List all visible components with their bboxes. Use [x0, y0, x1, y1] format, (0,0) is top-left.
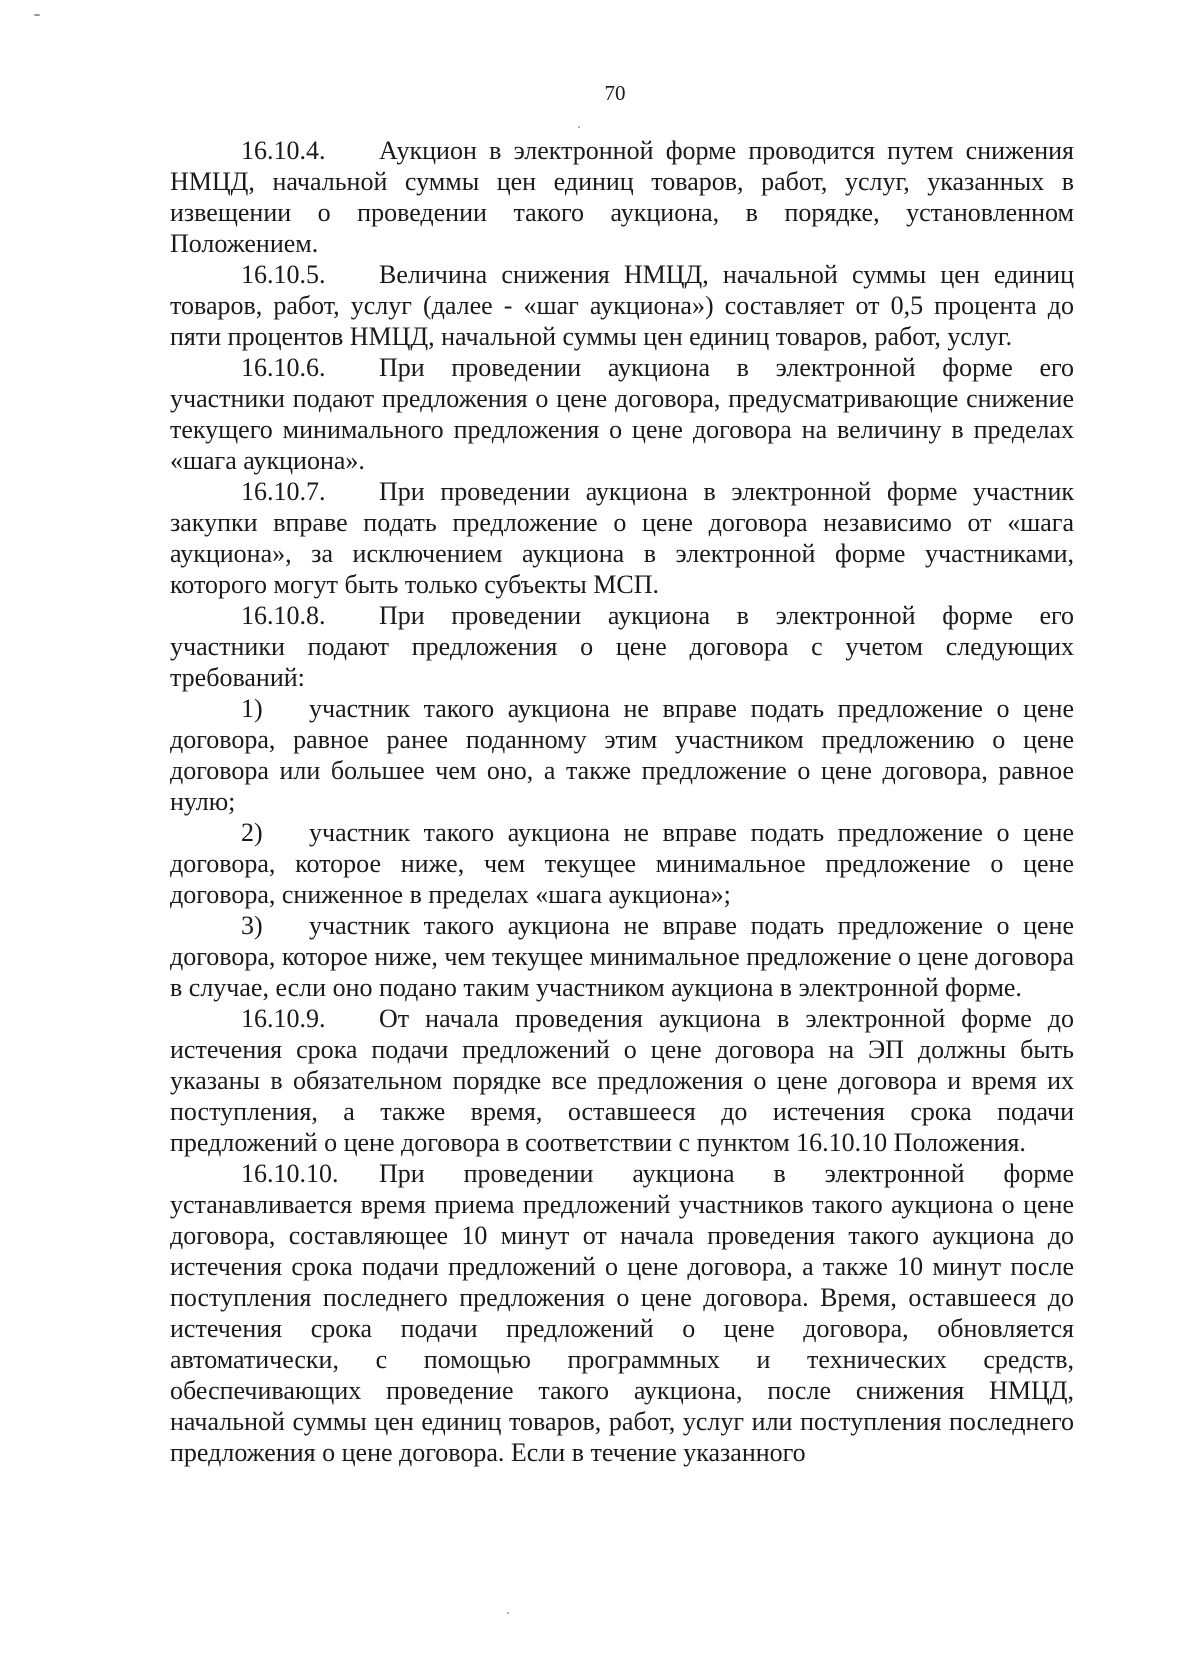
- clause-number: 16.10.5.: [241, 260, 326, 289]
- clause-number: 16.10.8.: [241, 601, 326, 630]
- paragraph-16-10-9: [170, 1003, 1074, 1158]
- clause-number: 16.10.4.: [241, 136, 326, 165]
- list-item-text: участник такого аукциона не вправе подать предложение о цене договора, равное ранее поданному этим участником предложению о цене договора или большее чем оно, а также предложение о цене договора, равное нулю;: [170, 694, 1074, 816]
- clause-text: При проведении аукциона в электронной форме устанавливается время приема предложений участников такого аукциона о цене договора, составляющее 10 минут от начала проведения такого аукциона до истечения срока подачи предложений о цене договора, а также 10 минут после поступления последнего предложения о цене договора. Время, оставшееся до истечения срока подачи предложений о цене договора, обновляется автоматически, с помощью программных и технических средств, обеспечивающих проведение такого аукциона, после снижения НМЦД, начальной суммы цен единиц товаров, работ, услуг или поступления последнего предложения о цене договора. Если в течение указанного: [170, 1159, 1074, 1467]
- list-item-1: [170, 693, 1074, 817]
- list-item-text: участник такого аукциона не вправе подать предложение о цене договора, которое ниже, чем текущее минимальное предложение о цене договора, сниженное в пределах «шага аукциона»;: [170, 818, 1074, 909]
- list-item-2: [170, 817, 1074, 910]
- list-item-number: 1): [241, 694, 263, 723]
- clause-number: 16.10.9.: [241, 1004, 326, 1033]
- clause-number: 16.10.6.: [241, 353, 326, 382]
- paragraph-16-10-8: [170, 600, 1074, 693]
- scan-artifact-top-center: [578, 126, 580, 128]
- clause-text: При проведении аукциона в электронной форме участник закупки вправе подать предложение о цене договора независимо от «шага аукциона», за исключением аукциона в электронной форме участниками, которого могут быть только субъекты МСП.: [170, 477, 1074, 599]
- scan-artifact-bottom-center: [507, 1612, 509, 1614]
- clause-text: Аукцион в электронной форме проводится путем снижения НМЦД, начальной суммы цен единиц товаров, работ, услуг, указанных в извещении о проведении такого аукциона, в порядке, установленном Положением.: [170, 136, 1074, 258]
- paragraph-16-10-6: [170, 352, 1074, 476]
- clause-text: Величина снижения НМЦД, начальной суммы цен единиц товаров, работ, услуг (далее - «шаг аукциона») составляет от 0,5 процента до пяти процентов НМЦД, начальной суммы цен единиц товаров, работ, услуг.: [170, 260, 1074, 351]
- clause-text: При проведении аукциона в электронной форме его участники подают предложения о цене договора с учетом следующих требований:: [170, 601, 1074, 692]
- clause-text: При проведении аукциона в электронной форме его участники подают предложения о цене договора, предусматривающие снижение текущего минимального предложения о цене договора на величину в пределах «шага аукциона».: [170, 353, 1074, 475]
- list-item-text: участник такого аукциона не вправе подать предложение о цене договора, которое ниже, чем текущее минимальное предложение о цене договора в случае, если оно подано таким участником аукциона в электронной форме.: [170, 911, 1074, 1002]
- clause-number: 16.10.7.: [241, 477, 326, 506]
- list-item-number: 3): [241, 911, 263, 940]
- list-item-number: 2): [241, 818, 263, 847]
- clause-text: От начала проведения аукциона в электронной форме до истечения срока подачи предложений о цене договора на ЭП должны быть указаны в обязательном порядке все предложения о цене договора и время их поступления, а также время, оставшееся до истечения срока подачи предложений о цене договора в соответствии с пунктом 16.10.10 Положения.: [170, 1004, 1074, 1157]
- clause-number: 16.10.10.: [241, 1159, 339, 1188]
- paragraph-16-10-4: [170, 135, 1074, 259]
- scan-artifact-top-left: [34, 14, 40, 16]
- list-item-3: [170, 910, 1074, 1003]
- page-number: 70: [604, 81, 626, 105]
- paragraph-16-10-7: [170, 476, 1074, 600]
- document-body: [170, 135, 1074, 1468]
- paragraph-16-10-5: [170, 259, 1074, 352]
- paragraph-16-10-10: [170, 1158, 1074, 1468]
